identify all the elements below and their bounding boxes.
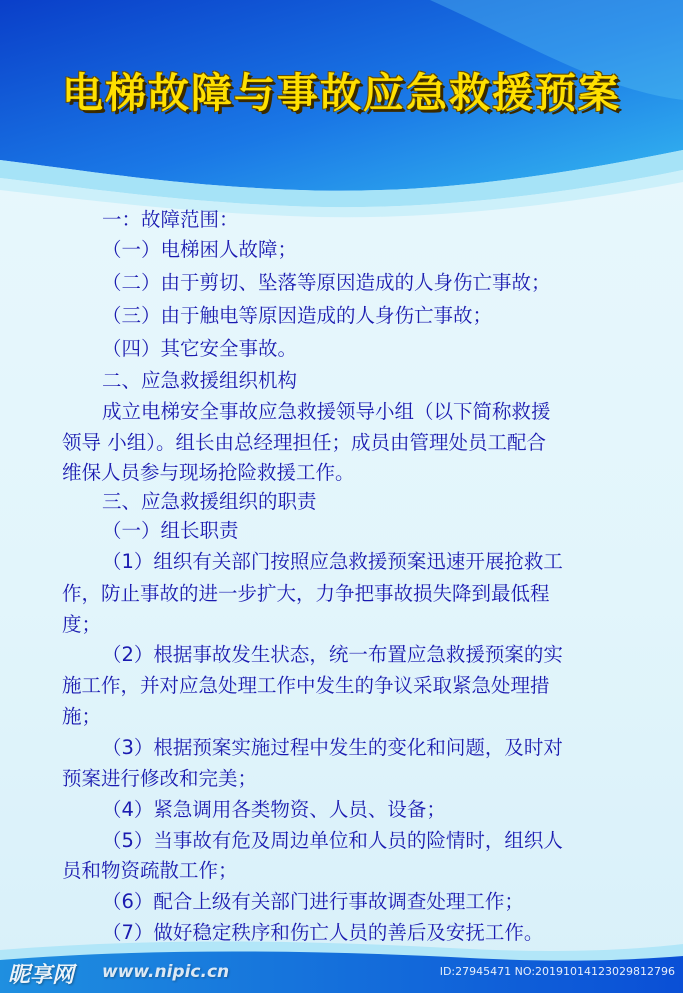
section-heading-2: 二、应急救援组织机构 (102, 369, 298, 392)
text-line: （三）由于触电等原因造成的人身伤亡事故； (102, 304, 493, 327)
text-line: （3）根据预案实施过程中发生的变化和问题，及时对 (102, 736, 563, 759)
poster-title: 电梯故障与事故应急救援预案 (62, 69, 621, 117)
text-line: 领导 小组）。组长由总经理担任；成员由管理处员工配合 (62, 431, 546, 454)
text-line: （6）配合上级有关部门进行事故调查处理工作； (102, 890, 524, 913)
text-line: 维保人员参与现场抢险救援工作。 (62, 461, 355, 484)
section-heading-1: 一：故障范围： (102, 208, 239, 231)
watermark-logo: 昵享网 (8, 963, 75, 988)
text-line: 成立电梯安全事故应急救援领导小组（以下简称救援 (102, 400, 551, 423)
section-heading-3: 三、应急救援组织的职责 (102, 490, 317, 513)
text-line: （5）当事故有危及周边单位和人员的险情时，组织人 (102, 829, 563, 852)
text-line: （二）由于剪切、坠落等原因造成的人身伤亡事故； (102, 271, 551, 294)
text-line: 度； (62, 613, 102, 636)
watermark-id: ID:27945471 NO:20191014123029812796 (439, 965, 675, 978)
watermark-url: www.nipic.cn (102, 962, 230, 982)
text-line: 施； (62, 705, 102, 728)
text-line: （一）电梯困人故障； (102, 238, 298, 261)
text-line: 作，防止事故的进一步扩大，力争把事故损失降到最低程 (62, 582, 550, 605)
text-line: （四）其它安全事故。 (102, 337, 298, 360)
text-line: （7）做好稳定秩序和伤亡人员的善后及安抚工作。 (102, 921, 544, 944)
text-line: 施工作，并对应急处理工作中发生的争议采取紧急处理措 (62, 674, 550, 697)
text-line: 预案进行修改和完美； (62, 767, 258, 790)
text-line: （1）组织有关部门按照应急救援预案迅速开展抢救工 (102, 550, 563, 573)
text-line: （2）根据事故发生状态，统一布置应急救援预案的实 (102, 643, 563, 666)
text-line: （4）紧急调用各类物资、人员、设备； (102, 798, 446, 821)
text-line: （一）组长职责 (102, 519, 239, 542)
text-line: 员和物资疏散工作； (62, 859, 238, 882)
